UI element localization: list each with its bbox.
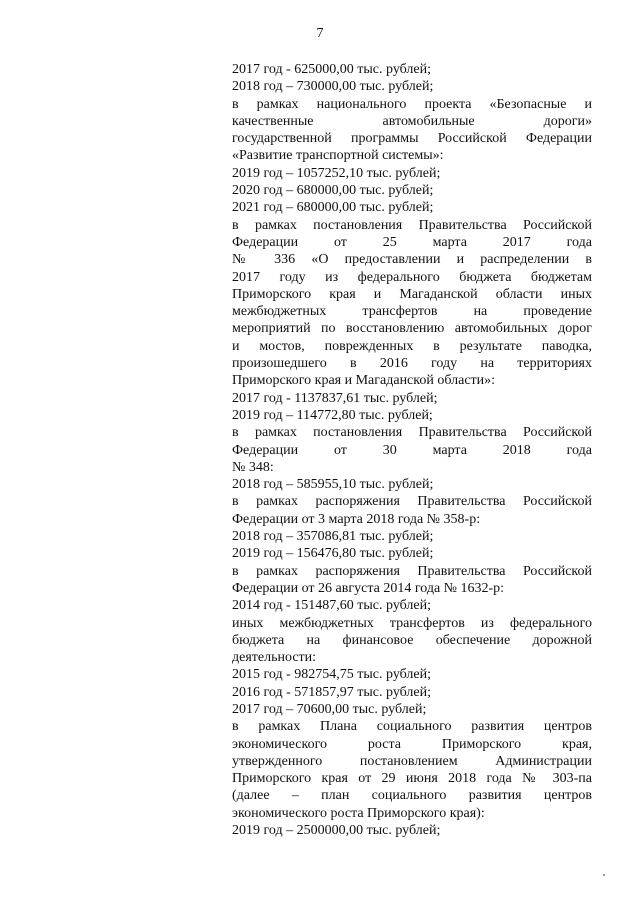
text-line: Приморского края и Магаданской области»: [232, 373, 496, 389]
text-line: иных межбюджетных трансфертов из федерального [232, 615, 592, 631]
text-line: Приморского края и Магаданской области иных [232, 286, 592, 302]
text-line: в рамках постановления Правительства Российской [232, 217, 592, 233]
text-line: 2018 год – 357086,81 тыс. рублей; [232, 529, 434, 545]
text-line: 2019 год – 2500000,00 тыс. рублей; [232, 823, 441, 839]
scan-speck [603, 874, 605, 876]
text-line: в рамках национального проекта «Безопасные и [232, 96, 592, 112]
text-line: бюджета на финансовое обеспечение дорожной [232, 632, 592, 648]
text-line: 2020 год – 680000,00 тыс. рублей; [232, 183, 434, 199]
text-line: Федерации от 30 марта 2018 года [232, 442, 592, 458]
text-line: Федерации от 26 августа 2014 года № 1632-р: [232, 580, 505, 596]
text-line: качественные автомобильные дороги» [232, 113, 592, 129]
text-line: № 348: [232, 459, 274, 475]
text-line: 2018 год – 585955,10 тыс. рублей; [232, 477, 434, 493]
text-line: (далее – план социального развития центров [232, 788, 592, 804]
text-line: деятельности: [232, 650, 317, 666]
text-line: 2017 год – 70600,00 тыс. рублей; [232, 701, 427, 717]
text-line: в рамках распоряжения Правительства Российской [232, 494, 592, 510]
text-line: 2015 год - 982754,75 тыс. рублей; [232, 667, 432, 683]
text-line: и мостов, поврежденных в результате паводка, [232, 338, 592, 354]
text-line: в рамках Плана социального развития центров [232, 719, 592, 735]
text-line: утвержденного постановлением Администрации [232, 753, 592, 769]
text-line: 2019 год – 156476,80 тыс. рублей; [232, 546, 434, 562]
page-number: 7 [316, 26, 324, 41]
text-line: 2016 год - 571857,97 тыс. рублей; [232, 684, 432, 700]
text-line: в рамках постановления Правительства Российской [232, 425, 592, 441]
text-line: 2021 год – 680000,00 тыс. рублей; [232, 200, 434, 216]
text-line: 2019 год – 1057252,10 тыс. рублей; [232, 165, 441, 181]
text-line: 2017 год - 1137837,61 тыс. рублей; [232, 390, 438, 406]
text-line: экономического роста Приморского края): [232, 805, 485, 821]
text-line: Федерации от 25 марта 2017 года [232, 234, 592, 250]
text-line: № 336 «О предоставлении и распределении в [232, 252, 592, 268]
text-line: произошедшего в 2016 году на территориях [232, 356, 592, 372]
document-body [232, 61, 592, 839]
text-line: 2014 год - 151487,60 тыс. рублей; [232, 598, 432, 614]
text-line: 2017 году из федерального бюджета бюджетам [232, 269, 592, 285]
text-line: 2018 год – 730000,00 тыс. рублей; [232, 79, 434, 95]
text-line: «Развитие транспортной системы»: [232, 148, 444, 164]
text-line: в рамках распоряжения Правительства Российской [232, 563, 592, 579]
text-line: межбюджетных трансфертов на проведение [232, 304, 592, 320]
text-line: Федерации от 3 марта 2018 года № 358-р: [232, 511, 481, 527]
text-line: экономического роста Приморского края, [232, 736, 592, 752]
text-line: Приморского края от 29 июня 2018 года № 303-па [232, 771, 592, 787]
text-line: мероприятий по восстановлению автомобильных дорог [232, 321, 592, 337]
text-line: 2017 год - 625000,00 тыс. рублей; [232, 62, 432, 77]
text-line: государственной программы Российской Федерации [232, 131, 592, 147]
text-line: 2019 год – 114772,80 тыс. рублей; [232, 407, 433, 423]
